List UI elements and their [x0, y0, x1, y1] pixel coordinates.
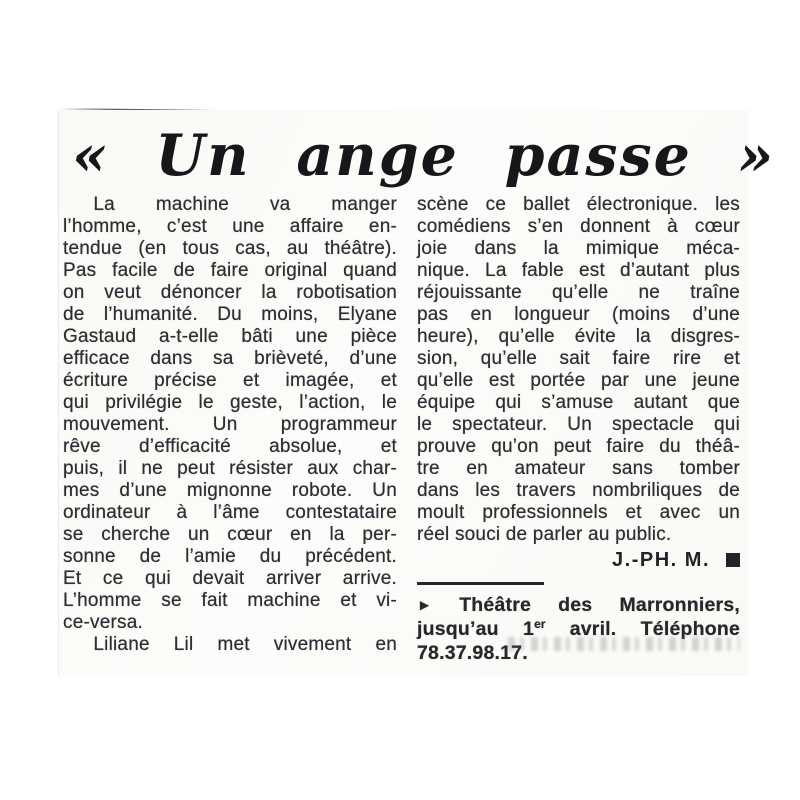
text-line: sion, qu’elle sait faire rire et	[417, 348, 740, 369]
date-text: jusqu’au 1	[417, 618, 535, 640]
phone-number-text: 78.37.98.17.	[417, 642, 528, 664]
text-line: Gastaud a-t-elle bâti une pièce	[63, 326, 397, 347]
text-line: L’homme se fait machine et vi-	[63, 590, 397, 611]
text-line: scène ce ballet électronique. les	[417, 194, 740, 215]
phone-label: avril. Téléphone	[569, 618, 740, 640]
right-column-text	[417, 194, 740, 546]
newspaper-clipping	[58, 110, 776, 676]
text-line: joie dans la mimique méca-	[417, 238, 740, 259]
text-line: écriture précise et imagée, et	[63, 370, 397, 391]
text-line: prouve qu’on peut faire du théâ-	[417, 436, 740, 457]
text-line: tre en amateur sans tomber	[417, 458, 740, 479]
text-line: réel souci de parler au public.	[417, 524, 672, 545]
text-line: Pas facile de faire original quand	[63, 260, 397, 281]
text-line: sonne de l’amie du précédent.	[63, 546, 397, 567]
text-line: ordinateur à l’âme contestataire	[63, 502, 397, 523]
right-column	[417, 194, 740, 664]
text-line: se cherche un cœur en la per-	[63, 524, 397, 545]
text-line: qu’elle est portée par une jeune	[417, 370, 740, 391]
text-line: mes d’une mignonne robote. Un	[63, 480, 397, 501]
text-line: nique. La fable est d’autant plus	[417, 260, 740, 281]
venue-info	[417, 594, 740, 664]
text-line: de l’humanité. Du moins, Elyane	[63, 304, 397, 325]
text-line: rêve d’efficacité absolue, et	[63, 436, 397, 457]
text-line: équipe qui s’amuse autant que	[417, 392, 740, 413]
article-title: « Un ange passe »	[72, 122, 776, 189]
text-line: mouvement. Un programmeur	[63, 414, 397, 435]
text-line: La machine va manger	[93, 194, 397, 215]
text-line: comédiens s’en donnent à cœur	[417, 216, 740, 237]
author-signature	[417, 549, 740, 571]
text-line: Liliane Lil met vivement en	[93, 634, 397, 655]
author-initials: J.-PH. M.	[612, 549, 710, 571]
text-line: pas en longueur (moins d’une	[417, 304, 740, 325]
text-line: efficace dans sa brièveté, d’une	[63, 348, 397, 369]
ink-smudge	[508, 637, 740, 651]
text-line: l’homme, c’est une affaire en-	[63, 216, 397, 237]
venue-line-1	[417, 594, 740, 618]
article-body	[63, 194, 740, 664]
text-line: puis, il ne peut résister aux char-	[63, 458, 397, 479]
text-line: moult professionnels et avec un	[417, 502, 740, 523]
text-line: qui privilégie le geste, l’action, le	[63, 392, 397, 413]
text-line: tendue (en tous cas, au théâtre).	[63, 238, 397, 259]
venue-name: Théâtre des Marronniers,	[459, 594, 740, 616]
text-line: dans les travers nombriliques de	[417, 480, 740, 501]
text-line: heure), qu’elle évite la disgres-	[417, 326, 740, 347]
ordinal-suffix: er	[534, 617, 546, 631]
text-line: ce-versa.	[63, 612, 143, 633]
text-line: Et ce qui devait arriver arrive.	[63, 568, 397, 589]
pointer-icon: ►	[417, 597, 433, 614]
text-line: réjouissante qu’elle ne traîne	[417, 282, 740, 303]
footer-divider	[417, 582, 544, 585]
text-line: le spectateur. Un spectacle qui	[417, 414, 740, 435]
end-square-icon	[726, 553, 740, 567]
text-line: on veut dénoncer la robotisation	[63, 282, 397, 303]
left-column	[63, 194, 397, 664]
